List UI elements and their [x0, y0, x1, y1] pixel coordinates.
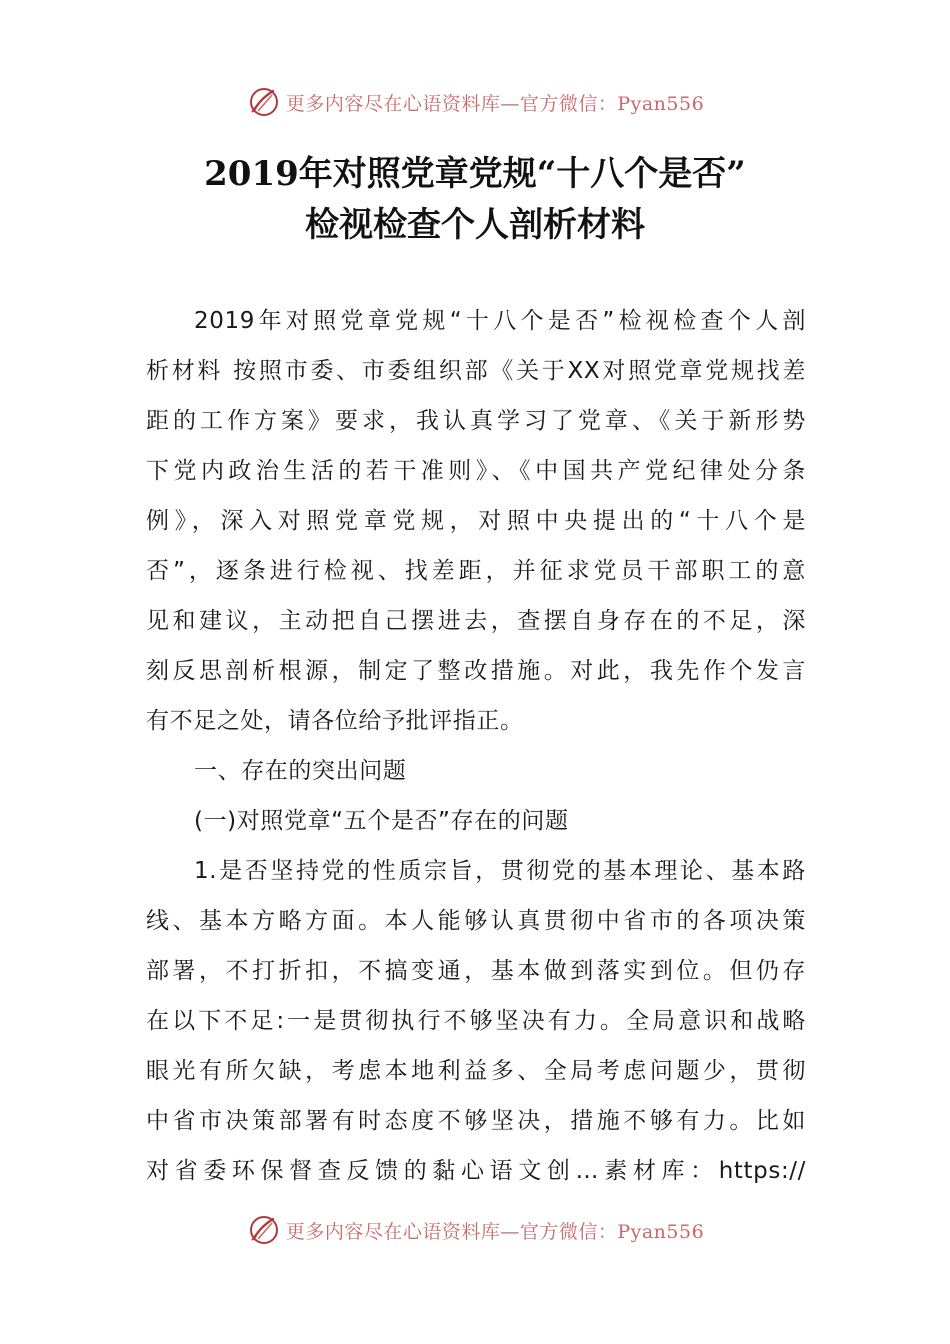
paragraph-line: 线、基本方略方面。本人能够认真贯彻中省市的各项决策 — [146, 908, 806, 934]
paragraph-line: 距的工作方案》要求，我认真学习了党章、《关于新形势 — [146, 408, 806, 434]
paragraph-line: 见和建议，主动把自己摆进去，查摆自身存在的不足，深 — [146, 608, 806, 634]
paragraph-line: 部署，不打折扣，不搞变通，基本做到落实到位。但仍存 — [146, 958, 806, 984]
banner-text: 更多内容尽在心语资料库—官方微信：Pyan556 — [285, 92, 705, 115]
footer-watermark-banner — [0, 1210, 950, 1250]
header-watermark-banner — [0, 82, 950, 122]
paragraph-line: 1.是否坚持党的性质宗旨，贯彻党的基本理论、基本路 — [194, 858, 806, 884]
paragraph-line: 对省委环保督查反馈的黏心语文创…素材库：https:// — [146, 1158, 806, 1184]
pen-logo-icon — [246, 1212, 282, 1248]
pen-logo-icon — [246, 84, 282, 120]
section-heading: 一、存在的突出问题 — [194, 758, 407, 784]
paragraph-line: 否”，逐条进行检视、找差距，并征求党员干部职工的意 — [146, 558, 806, 584]
paragraph-line: 有不足之处，请各位给予批评指正。 — [146, 708, 524, 734]
paragraph-line: 眼光有所欠缺，考虑本地利益多、全局考虑问题少，贯彻 — [146, 1058, 806, 1084]
paragraph-line: 2019年对照党章党规“十八个是否”检视检查个人剖 — [194, 308, 806, 334]
paragraph-line: 在以下不足:一是贯彻执行不够坚决有力。全局意识和战略 — [146, 1008, 806, 1034]
document-body — [146, 296, 806, 1196]
banner-text: 更多内容尽在心语资料库—官方微信：Pyan556 — [285, 1220, 705, 1243]
paragraph-line: 中省市决策部署有时态度不够坚决，措施不够有力。比如 — [146, 1108, 806, 1134]
paragraph-line: 下党内政治生活的若干准则》、《中国共产党纪律处分条 — [146, 458, 806, 484]
paragraph-line: 刻反思剖析根源，制定了整改措施。对此，我先作个发言 — [146, 658, 806, 684]
paragraph-line: 例》，深入对照党章党规，对照中央提出的“十八个是 — [146, 508, 806, 534]
document-title-line1: 2019年对照党章党规“十八个是否” — [204, 154, 746, 194]
document-title-line2: 检视检查个人剖析材料 — [305, 205, 645, 245]
subsection-heading: (一)对照党章“五个是否”存在的问题 — [194, 808, 569, 834]
paragraph-line: 析材料 按照市委、市委组织部《关于XX对照党章党规找差 — [146, 358, 806, 384]
